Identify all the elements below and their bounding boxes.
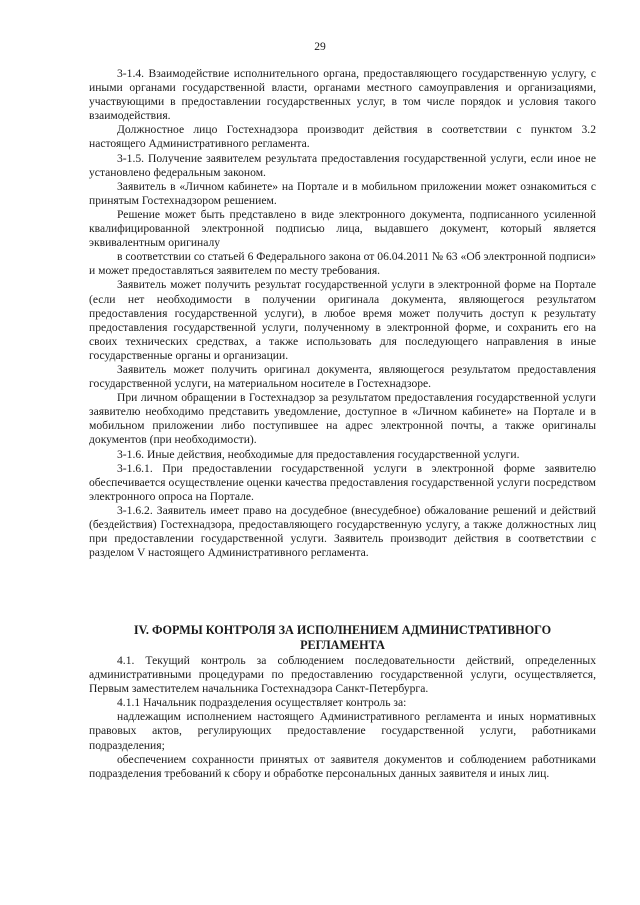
paragraph: Заявитель может получить оригинал документа, являющегося результатом предоставления государственной услуги, на материальном носителе в Гостехнадзоре. xyxy=(89,362,596,391)
paragraph: 3-1.6.2. Заявитель имеет право на досудебное (внесудебное) обжалование решений и действий (бездействия) Гостехнадзора, предоставляющего государственную услугу, а также должностных лиц при предоставлении государственной услуги. Заявитель производит действия в соответствии с разделом V настоящего Административного регламента. xyxy=(89,503,596,560)
paragraph: 4.1. Текущий контроль за соблюдением последовательности действий, определенных административными процедурами по предоставлению государственной услуги, осуществляется, Первым заместителем начальника Гостехнадзора Санкт-Петербурга. xyxy=(89,654,596,696)
paragraph: Должностное лицо Гостехнадзора производит действия в соответствии с пунктом 3.2 настоящего Административного регламента. xyxy=(89,123,596,151)
paragraph: в соответствии со статьей 6 Федерального закона от 06.04.2011 № 63 «Об электронной подписи» и может предоставляться заявителем по месту требования. xyxy=(89,250,596,278)
paragraph: Решение может быть представлено в виде электронного документа, подписанного усиленной квалифицированной электронной подписью лица, выдавшего документ, который является эквивалентным оригиналу xyxy=(89,207,596,250)
section-heading xyxy=(89,623,596,653)
paragraph: обеспечением сохранности принятых от заявителя документов и соблюдением работниками подразделения требований к сбору и обработке персональных данных заявителя и иных лиц. xyxy=(89,752,596,780)
paragraph: 3-1.6.1. При предоставлении государственной услуги в электронной форме заявителю обеспечивается осуществление оценки качества предоставления государственной услуги посредством электронного опроса на Портале. xyxy=(89,461,596,503)
section-heading-line-2: РЕГЛАМЕНТА xyxy=(300,638,385,652)
paragraph: 3-1.5. Получение заявителем результата предоставления государственной услуги, если иное не установлено федеральным законом. xyxy=(89,151,596,179)
paragraph: Заявитель может получить результат государственной услуги в электронной форме на Портале (если нет необходимости в получении оригинала документа, являющегося результатом предоставления государственной услуги), в любое время может получить доступ к результату предоставления государственной услуги, полученному в электронной форме, и сохранить его на своих технических средствах, а также использовать для последующего направления в иные государственные органы и организации. xyxy=(89,278,596,362)
section-heading-line-1: IV. ФОРМЫ КОНТРОЛЯ ЗА ИСПОЛНЕНИЕМ АДМИНИСТРАТИВНОГО xyxy=(133,623,552,637)
section-4 xyxy=(89,623,596,781)
paragraph: 3-1.4. Взаимодействие исполнительного органа, предоставляющего государственную услугу, с иными органами государственной власти, органами местного самоуправления и организациями, участвующими в предоставлении государственных услуг, в том числе порядок и условия такого взаимодействия. xyxy=(89,67,596,123)
paragraph: 3-1.6. Иные действия, необходимые для предоставления государственной услуги. xyxy=(117,447,520,461)
paragraph: надлежащим исполнением настоящего Административного регламента и иных нормативных правовых актов, регулирующих предоставление государственной услуги, работниками подразделения; xyxy=(89,710,596,752)
paragraph: Заявитель в «Личном кабинете» на Портале и в мобильном приложении может ознакомиться с принятым Гостехнадзором решением. xyxy=(89,179,596,207)
page-number: 29 xyxy=(314,40,326,53)
paragraph: 4.1.1 Начальник подразделения осуществляет контроль за: xyxy=(117,696,407,710)
section-3-text xyxy=(89,67,596,560)
paragraph: При личном обращении в Гостехнадзор за результатом предоставления государственной услуги заявителю необходимо представить уведомление, доступное в «Личном кабинете» на Портале и в мобильном приложении либо поступившее на адрес электронной почты, а также оригиналы документов (при необходимости). xyxy=(89,391,596,447)
